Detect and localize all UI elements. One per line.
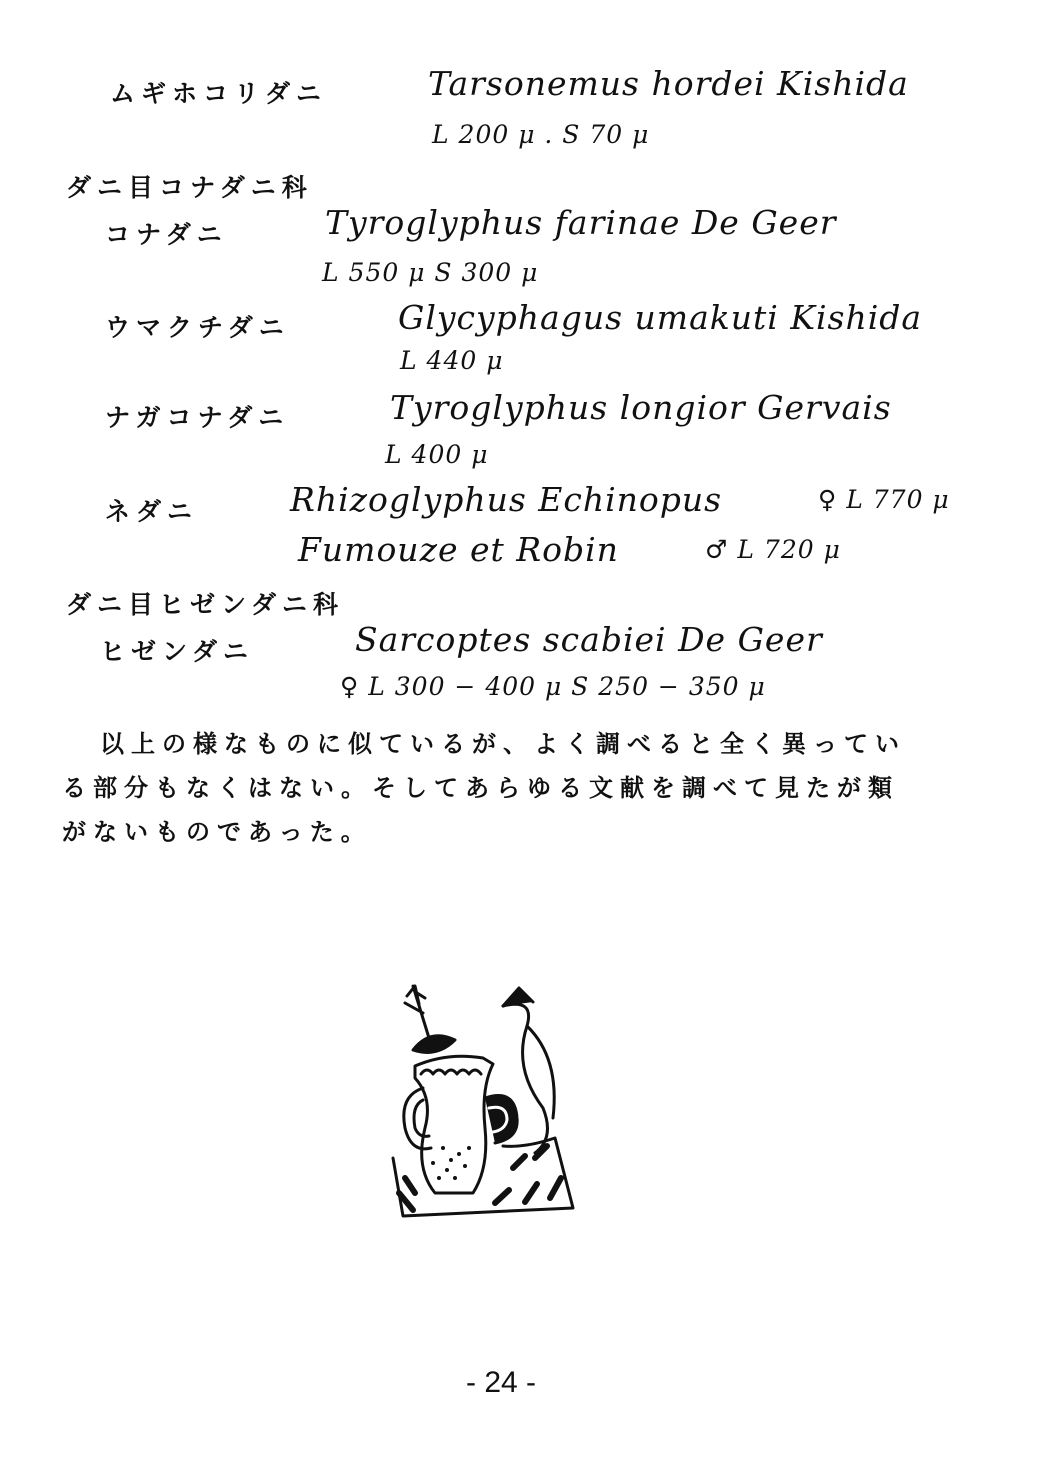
scientific-name: Sarcoptes scabiei De Geer — [355, 620, 823, 659]
japanese-name: ネダニ — [105, 497, 199, 526]
scientific-name: Rhizoglyphus Echinopus — [290, 480, 723, 519]
measurement: L 400 μ — [385, 440, 489, 469]
measurement: ♂ L 720 μ — [705, 535, 841, 564]
japanese-name: ヒゼンダニ — [100, 637, 255, 666]
measurement: ♀ L 770 μ — [818, 485, 950, 514]
measurement: ♀ L 300 − 400 μ S 250 − 350 μ — [340, 672, 766, 701]
vase-illustration — [385, 978, 590, 1223]
paragraph-line: 以上の様なものに似ているが、よく調べると全く異ってい — [100, 730, 906, 758]
scientific-name: Glycyphagus umakuti Kishida — [398, 298, 923, 337]
measurement: L 200 μ . S 70 μ — [432, 120, 650, 149]
family-heading: ダニ目ヒゼンダニ科 — [66, 590, 345, 619]
japanese-name: ウマクチダニ — [105, 313, 290, 342]
measurement: L 440 μ — [400, 346, 504, 375]
page-number: - 24 - — [466, 1366, 537, 1399]
japanese-name: コナダニ — [105, 220, 228, 249]
family-heading: ダニ目コナダニ科 — [66, 173, 313, 202]
japanese-name: ナガコナダニ — [105, 403, 290, 432]
paragraph-line: がないものであった。 — [62, 818, 372, 846]
measurement: L 550 μ S 300 μ — [322, 258, 539, 287]
scientific-name: Tyroglyphus farinae De Geer — [325, 203, 837, 242]
scientific-name-authors: Fumouze et Robin — [298, 530, 619, 569]
paragraph-line: る部分もなくはない。そしてあらゆる文献を調べて見たが類 — [62, 774, 899, 802]
japanese-name: ムギホコリダニ — [110, 79, 328, 108]
scientific-name: Tarsonemus hordei Kishida — [428, 64, 909, 103]
scientific-name: Tyroglyphus longior Gervais — [390, 388, 892, 427]
